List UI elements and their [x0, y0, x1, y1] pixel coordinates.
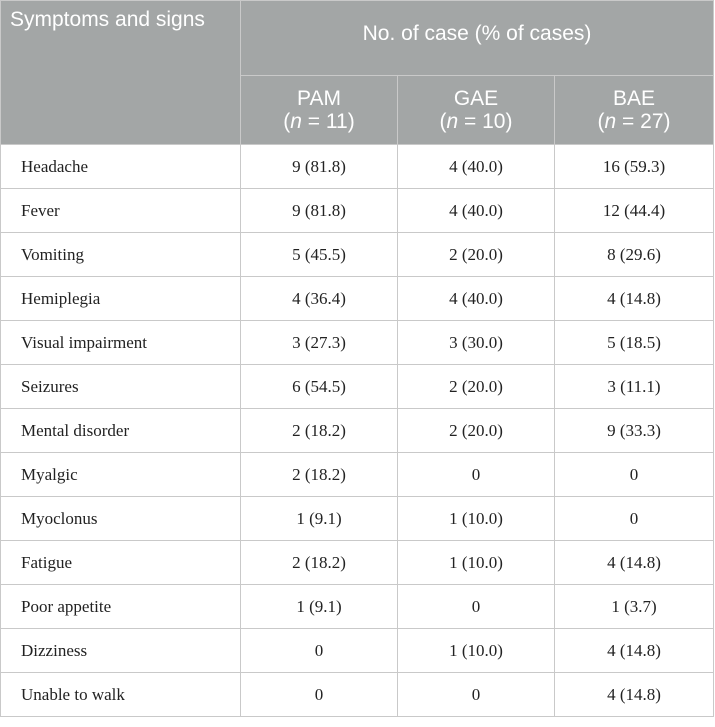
cell-pam: 1 (9.1) [241, 497, 398, 541]
cell-bae: 0 [555, 453, 714, 497]
cell-gae: 4 (40.0) [398, 189, 555, 233]
cell-gae: 1 (10.0) [398, 541, 555, 585]
cell-pam: 1 (9.1) [241, 585, 398, 629]
row-label: Fatigue [1, 541, 241, 585]
table-row [1, 189, 714, 233]
cell-bae: 16 (59.3) [555, 145, 714, 189]
column-name: GAE [453, 87, 499, 110]
column-header-bae [555, 76, 714, 145]
row-label: Poor appetite [1, 585, 241, 629]
row-label: Dizziness [1, 629, 241, 673]
cell-pam: 2 (18.2) [241, 541, 398, 585]
cell-bae: 3 (11.1) [555, 365, 714, 409]
group-header: No. of case (% of cases) [241, 1, 714, 76]
table-row [1, 453, 714, 497]
table-row [1, 409, 714, 453]
cell-pam: 4 (36.4) [241, 277, 398, 321]
cell-pam: 9 (81.8) [241, 189, 398, 233]
table-row [1, 145, 714, 189]
row-label: Myoclonus [1, 497, 241, 541]
cell-gae: 1 (10.0) [398, 629, 555, 673]
column-header-gae [398, 76, 555, 145]
row-label: Seizures [1, 365, 241, 409]
table-row [1, 585, 714, 629]
row-label: Headache [1, 145, 241, 189]
cell-bae: 4 (14.8) [555, 541, 714, 585]
table-row [1, 673, 714, 717]
column-header-pam [241, 76, 398, 145]
cell-pam: 9 (81.8) [241, 145, 398, 189]
cell-pam: 5 (45.5) [241, 233, 398, 277]
row-label: Fever [1, 189, 241, 233]
row-label: Hemiplegia [1, 277, 241, 321]
table-row [1, 233, 714, 277]
column-name: PAM [297, 87, 341, 110]
cell-gae: 1 (10.0) [398, 497, 555, 541]
cell-bae: 4 (14.8) [555, 629, 714, 673]
row-label: Visual impairment [1, 321, 241, 365]
row-label: Unable to walk [1, 673, 241, 717]
table-row [1, 541, 714, 585]
cell-gae: 0 [398, 453, 555, 497]
table-row [1, 497, 714, 541]
cell-pam: 0 [241, 673, 398, 717]
cell-bae: 8 (29.6) [555, 233, 714, 277]
cell-bae: 0 [555, 497, 714, 541]
cell-pam: 2 (18.2) [241, 453, 398, 497]
cell-gae: 4 (40.0) [398, 277, 555, 321]
table-row [1, 321, 714, 365]
cell-bae: 4 (14.8) [555, 673, 714, 717]
cell-pam: 3 (27.3) [241, 321, 398, 365]
cell-pam: 6 (54.5) [241, 365, 398, 409]
cell-gae: 2 (20.0) [398, 365, 555, 409]
cell-gae: 3 (30.0) [398, 321, 555, 365]
column-n: (n = 10) [439, 110, 513, 133]
row-label: Mental disorder [1, 409, 241, 453]
cell-gae: 2 (20.0) [398, 233, 555, 277]
cell-bae: 9 (33.3) [555, 409, 714, 453]
cell-gae: 2 (20.0) [398, 409, 555, 453]
table-row [1, 365, 714, 409]
cell-bae: 1 (3.7) [555, 585, 714, 629]
cell-bae: 5 (18.5) [555, 321, 714, 365]
column-n: (n = 11) [283, 110, 355, 133]
cell-gae: 0 [398, 585, 555, 629]
cell-gae: 4 (40.0) [398, 145, 555, 189]
column-n: (n = 27) [597, 110, 671, 133]
column-name: BAE [613, 87, 656, 110]
row-label-header: Symptoms and signs [1, 1, 241, 145]
cell-pam: 0 [241, 629, 398, 673]
table-row [1, 277, 714, 321]
row-label: Vomiting [1, 233, 241, 277]
table-row [1, 629, 714, 673]
cell-gae: 0 [398, 673, 555, 717]
row-label: Myalgic [1, 453, 241, 497]
cell-bae: 4 (14.8) [555, 277, 714, 321]
cell-pam: 2 (18.2) [241, 409, 398, 453]
cell-bae: 12 (44.4) [555, 189, 714, 233]
